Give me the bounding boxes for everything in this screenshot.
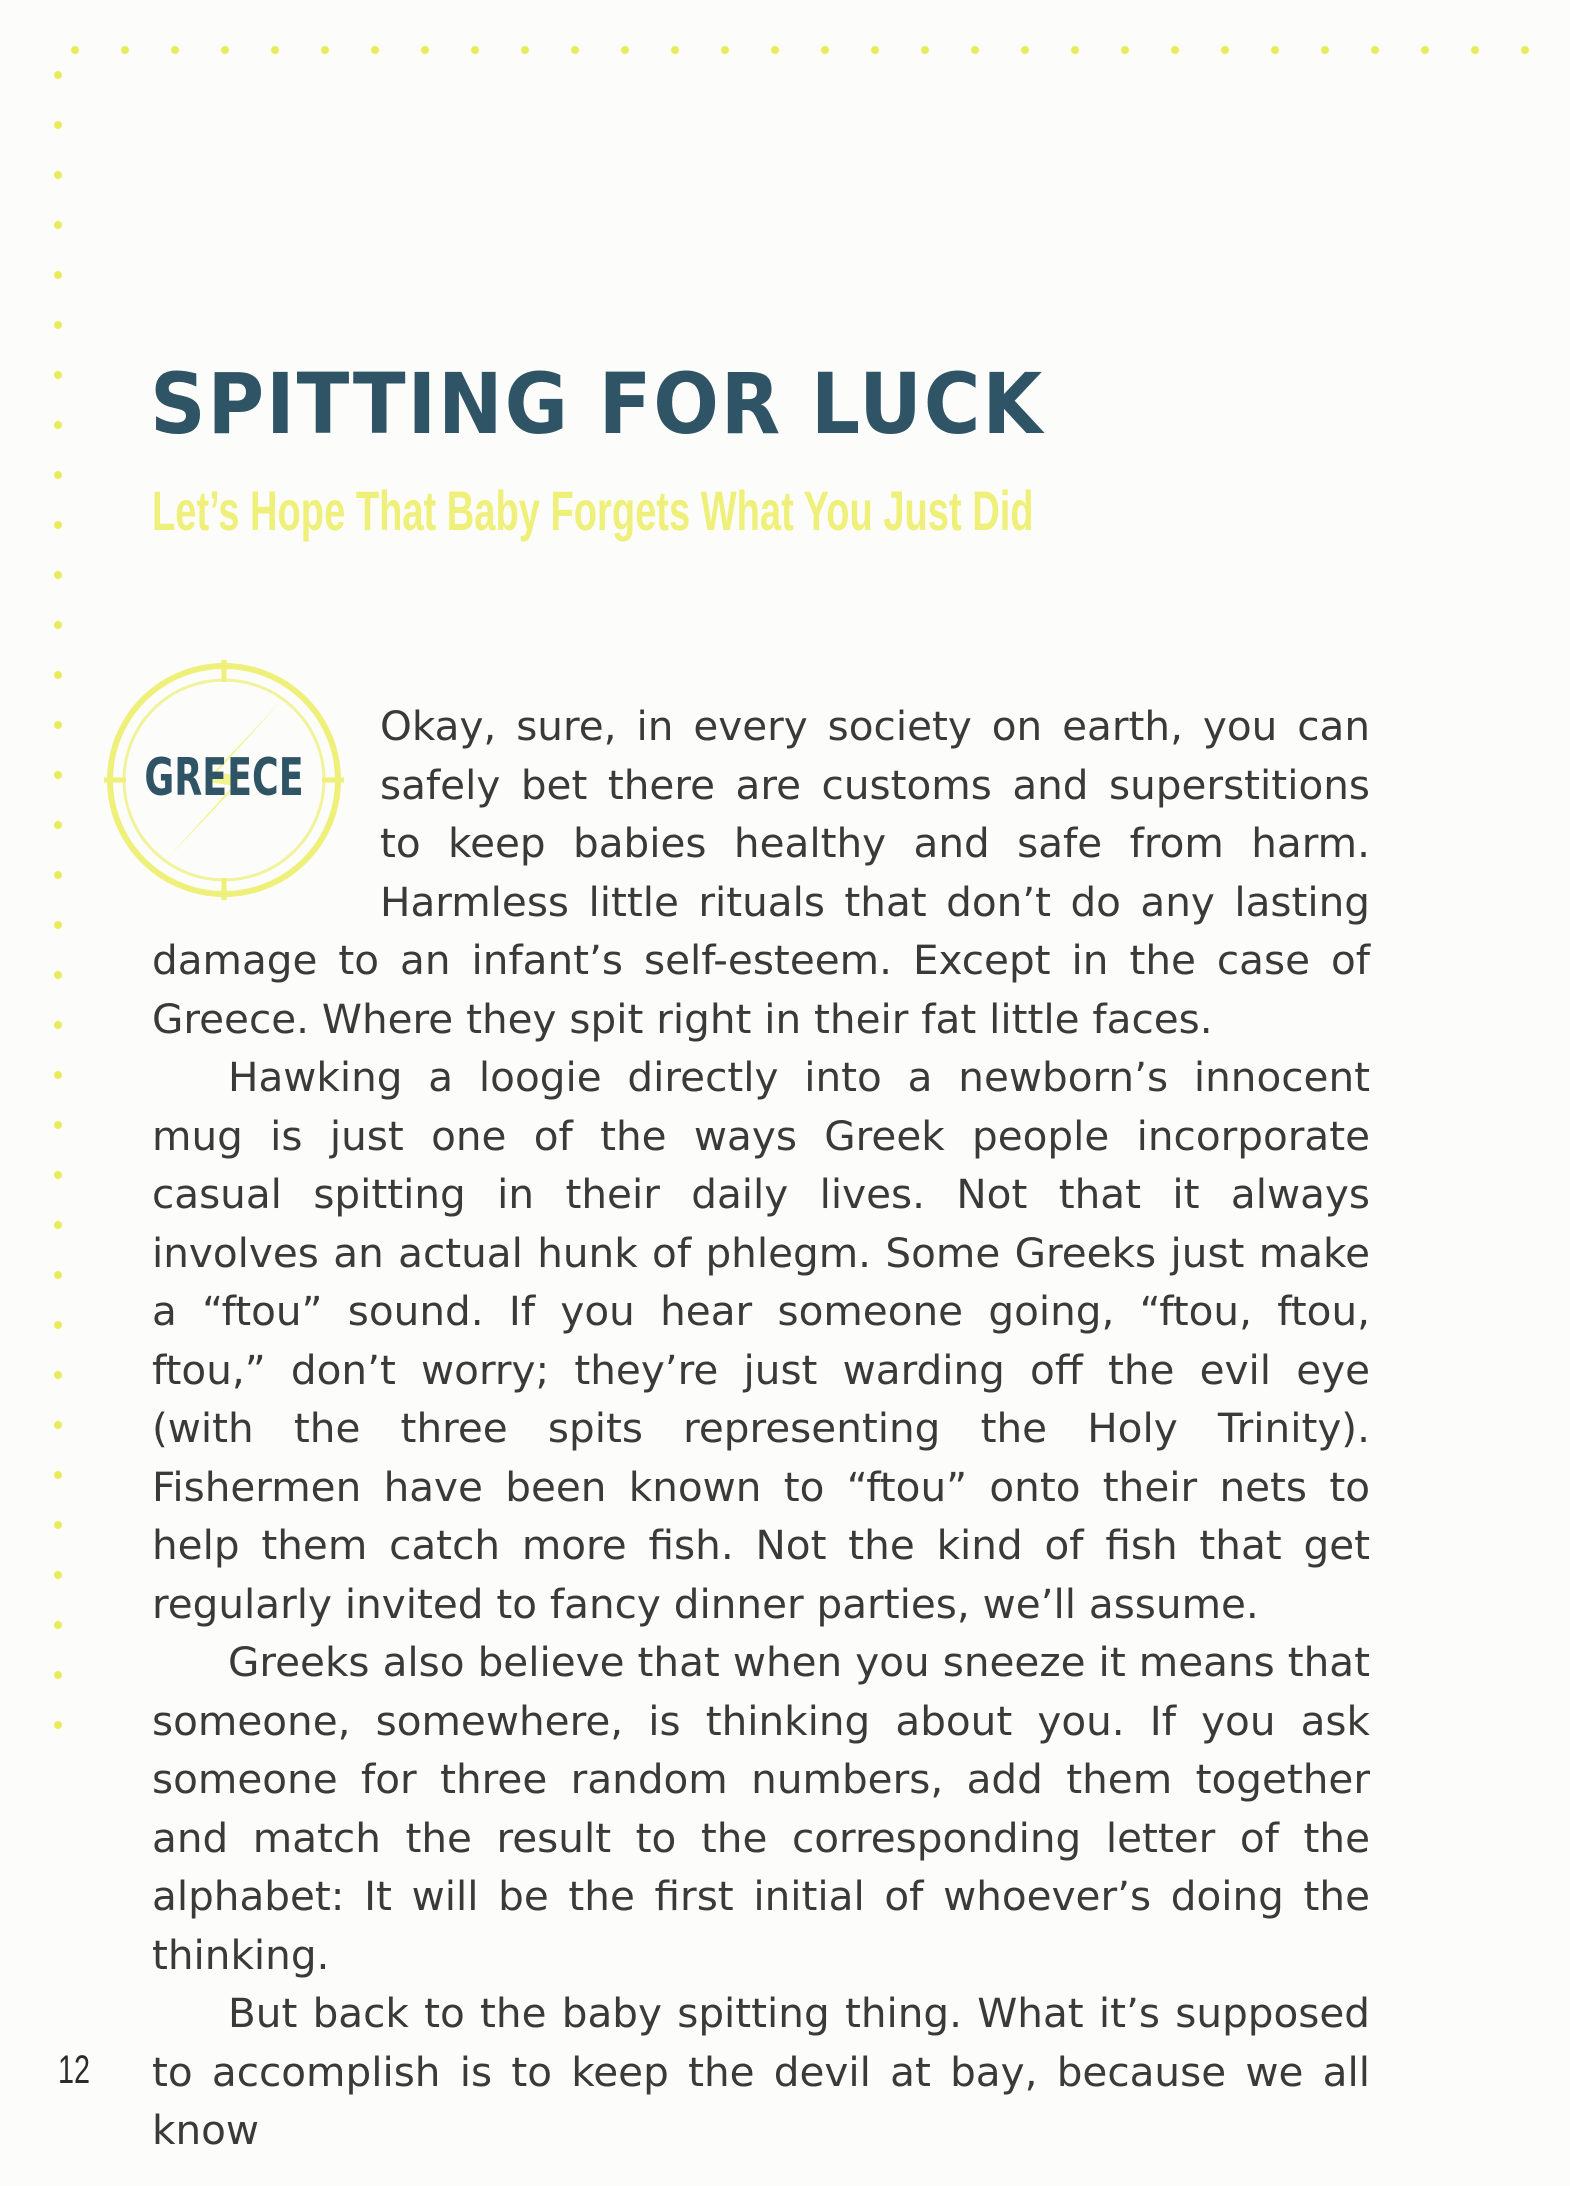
dotted-border-top bbox=[50, 44, 1560, 56]
dotted-border-left bbox=[52, 50, 64, 1740]
paragraph: But back to the baby spitting thing. What it’s supposed to accomplish is to keep the devil at bay, because we all know bbox=[152, 1989, 1370, 2154]
chapter-subtitle: Let’s Hope That Baby Forgets What You Just Did bbox=[152, 479, 1034, 542]
badge-wrap-spacer bbox=[152, 697, 380, 931]
paragraph: Okay, sure, in every society on earth, you can safely bet there are customs and superstitions to keep babies healthy and safe from harm. Harmless little rituals that don’t do any lasting damage to an infant’s self-esteem. Except in the case of Greece. Where they spit right in their fat little faces. bbox=[152, 702, 1370, 1043]
body-text bbox=[152, 697, 1370, 2160]
paragraph: Greeks also believe that when you sneeze it means that someone, somewhere, is thinking about you. If you ask someone for three random numbers, add them together and match the result to the corresponding letter of the alphabet: It will be the first initial of whoever’s doing the thinking. bbox=[152, 1638, 1370, 1979]
country-label: GREECE bbox=[144, 748, 304, 808]
page-number: 12 bbox=[58, 2048, 91, 2092]
paragraph: Hawking a loogie directly into a newborn’s innocent mug is just one of the ways Greek people incorporate casual spitting in their daily lives. Not that it always involves an actual hunk of phlegm. Some Greeks just make a “ftou” sound. If you hear someone going, “ftou, ftou, ftou,” don’t worry; they’re just warding off the evil eye (with the three spits representing the Holy Trinity). Fishermen have been known to “ftou” onto their nets to help them catch more fish. Not the kind of fish that get regularly invited to fancy dinner parties, we’ll assume. bbox=[152, 1053, 1370, 1628]
chapter-title: SPITTING FOR LUCK bbox=[150, 355, 1045, 453]
